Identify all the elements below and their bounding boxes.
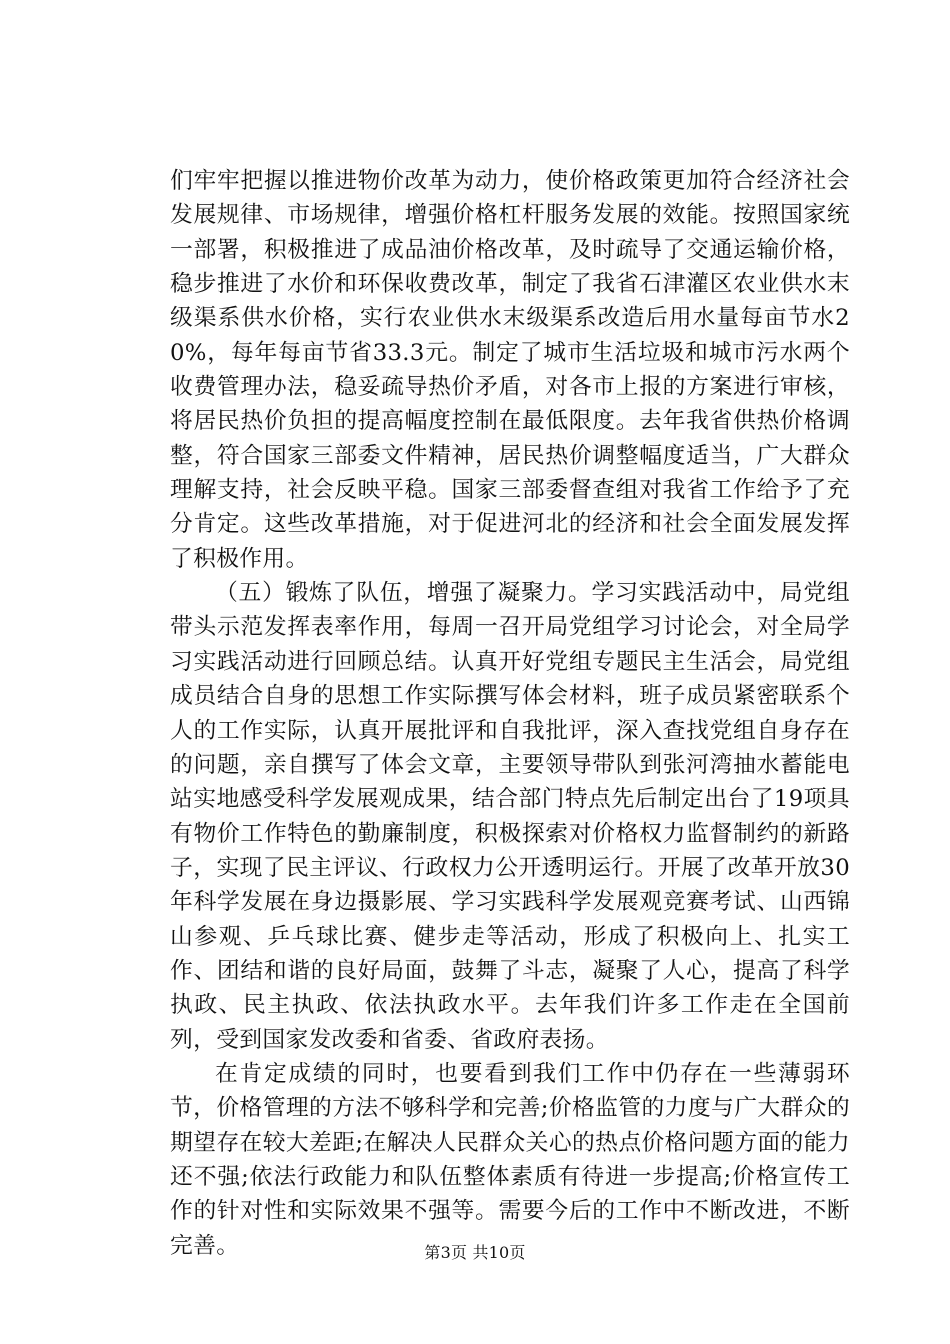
paragraph-shortcomings: 在肯定成绩的同时，也要看到我们工作中仍存在一些薄弱环节，价格管理的方法不够科学和完善;价格监管的力度与广大群众的期望存在较大差距;在解决人民群众关心的热点价格问题方面的能力还不强;依法行政能力和队伍整体素质有待进一步提高;价格宣传工作的针对性和实际效果不强等。需要今后的工作中不断改进，不断完善。 [170,1060,850,1259]
paragraph-team-building: （五）锻炼了队伍，增强了凝聚力。学习实践活动中，局党组带头示范发挥表率作用，每周一召开局党组学习讨论会，对全局学习实践活动进行回顾总结。认真开好党组专题民主生活会，局党组成员结合自身的思想工作实际撰写体会材料，班子成员紧密联系个人的工作实际，认真开展批评和自我批评，深入查找党组自身存在的问题，亲自撰写了体会文章，主要领导带队到张河湾抽水蓄能电站实地感受科学发展观成果，结合部门特点先后制定出台了19项具有物价工作特色的勤廉制度，积极探索对价格权力监督制约的新路子，实现了民主评议、行政权力公开透明运行。开展了改革开放30年科学发展在身边摄影展、学习实践科学发展观竞赛考试、山西锦山参观、乒乓球比赛、健步走等活动，形成了积极向上、扎实工作、团结和谐的良好局面，鼓舞了斗志，凝聚了人心，提高了科学执政、民主执政、依法执政水平。去年我们许多工作走在全国前列，受到国家发改委和省委、省政府表扬。 [170,580,850,1053]
document-body [170,164,850,1263]
page-number-footer: 第3页 共10页 [424,1243,526,1262]
paragraph-price-reform: 们牢牢把握以推进物价改革为动力，使价格政策更加符合经济社会发展规律、市场规律，增强价格杠杆服务发展的效能。按照国家统一部署，积极推进了成品油价格改革，及时疏导了交通运输价格，稳步推进了水价和环保收费改革，制定了我省石津灌区农业供水末级渠系供水价格，实行农业供水末级渠系改造后用水量每亩节水20%，每年每亩节省33.3元。制定了城市生活垃圾和城市污水两个收费管理办法，稳妥疏导热价矛盾，对各市上报的方案进行审核，将居民热价负担的提高幅度控制在最低限度。去年我省供热价格调整，符合国家三部委文件精神，居民热价调整幅度适当，广大群众理解支持，社会反映平稳。国家三部委督查组对我省工作给予了充分肯定。这些改革措施，对于促进河北的经济和社会全面发展发挥了积极作用。 [170,168,850,572]
